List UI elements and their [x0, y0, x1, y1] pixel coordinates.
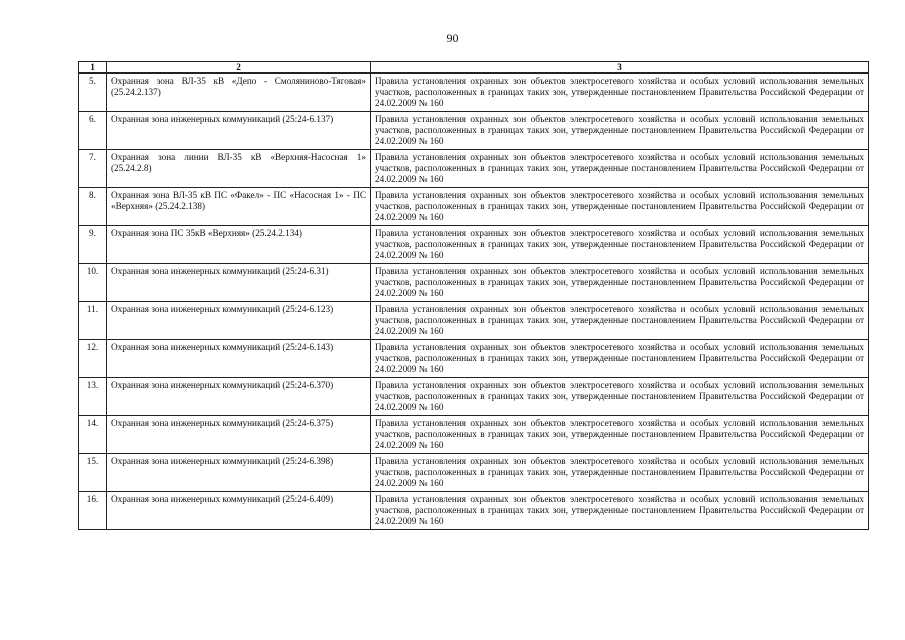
regulation-text: Правила установления охранных зон объектов электросетевого хозяйства и особых условий использования земельных участков, расположенных в границах таких зон, утвержденные постановлением Правительства Российской Федерации от 24.02.2009 № 160	[371, 454, 869, 492]
table-row	[79, 302, 869, 340]
regulation-text: Правила установления охранных зон объектов электросетевого хозяйства и особых условий использования земельных участков, расположенных в границах таких зон, утвержденные постановлением Правительства Российской Федерации от 24.02.2009 № 160	[371, 340, 869, 378]
zone-name: Охранная зона инженерных коммуникаций (25:24-6.375)	[107, 416, 371, 454]
row-number: 13.	[79, 378, 107, 416]
zone-name: Охранная зона линии ВЛ-35 кВ «Верхняя-Насосная 1» (25.24.2.8)	[107, 150, 371, 188]
regulation-text: Правила установления охранных зон объектов электросетевого хозяйства и особых условий использования земельных участков, расположенных в границах таких зон, утвержденные постановлением Правительства Российской Федерации от 24.02.2009 № 160	[371, 378, 869, 416]
column-header-name: 2	[107, 62, 371, 74]
table-row	[79, 73, 869, 112]
table-row	[79, 226, 869, 264]
zone-name: Охранная зона ВЛ-35 кВ ПС «Факел» - ПС «Насосная 1» - ПС «Верхняя» (25.24.2.138)	[107, 188, 371, 226]
table-row	[79, 188, 869, 226]
row-number: 8.	[79, 188, 107, 226]
zone-name: Охранная зона ПС 35кВ «Верхняя» (25.24.2.134)	[107, 226, 371, 264]
table-row	[79, 112, 869, 150]
zones-table	[78, 61, 869, 530]
table-row	[79, 150, 869, 188]
table-row	[79, 492, 869, 530]
page-number: 90	[446, 31, 459, 45]
zone-name: Охранная зона инженерных коммуникаций (25:24-6.143)	[107, 340, 371, 378]
row-number: 15.	[79, 454, 107, 492]
regulation-text: Правила установления охранных зон объектов электросетевого хозяйства и особых условий использования земельных участков, расположенных в границах таких зон, утвержденные постановлением Правительства Российской Федерации от 24.02.2009 № 160	[371, 264, 869, 302]
row-number: 10.	[79, 264, 107, 302]
zone-name: Охранная зона инженерных коммуникаций (25:24-6.398)	[107, 454, 371, 492]
regulation-text: Правила установления охранных зон объектов электросетевого хозяйства и особых условий использования земельных участков, расположенных в границах таких зон, утвержденные постановлением Правительства Российской Федерации от 24.02.2009 № 160	[371, 150, 869, 188]
zone-name: Охранная зона инженерных коммуникаций (25:24-6.123)	[107, 302, 371, 340]
row-number: 9.	[79, 226, 107, 264]
row-number: 11.	[79, 302, 107, 340]
table-header-row	[79, 62, 869, 74]
row-number: 6.	[79, 112, 107, 150]
row-number: 14.	[79, 416, 107, 454]
regulation-text: Правила установления охранных зон объектов электросетевого хозяйства и особых условий использования земельных участков, расположенных в границах таких зон, утвержденные постановлением Правительства Российской Федерации от 24.02.2009 № 160	[371, 302, 869, 340]
zone-name: Охранная зона инженерных коммуникаций (25:24-6.137)	[107, 112, 371, 150]
column-header-document: 3	[371, 62, 869, 74]
zone-name: Охранная зона инженерных коммуникаций (25:24-6.370)	[107, 378, 371, 416]
row-number: 7.	[79, 150, 107, 188]
row-number: 5.	[79, 73, 107, 112]
column-header-number: 1	[79, 62, 107, 74]
row-number: 16.	[79, 492, 107, 530]
regulation-text: Правила установления охранных зон объектов электросетевого хозяйства и особых условий использования земельных участков, расположенных в границах таких зон, утвержденные постановлением Правительства Российской Федерации от 24.02.2009 № 160	[371, 492, 869, 530]
table-row	[79, 454, 869, 492]
zone-name: Охранная зона ВЛ-35 кВ «Депо - Смоляниново-Тяговая» (25.24.2.137)	[107, 73, 371, 112]
regulation-text: Правила установления охранных зон объектов электросетевого хозяйства и особых условий использования земельных участков, расположенных в границах таких зон, утвержденные постановлением Правительства Российской Федерации от 24.02.2009 № 160	[371, 73, 869, 112]
row-number: 12.	[79, 340, 107, 378]
zone-name: Охранная зона инженерных коммуникаций (25:24-6.409)	[107, 492, 371, 530]
zone-name: Охранная зона инженерных коммуникаций (25:24-6.31)	[107, 264, 371, 302]
regulation-text: Правила установления охранных зон объектов электросетевого хозяйства и особых условий использования земельных участков, расположенных в границах таких зон, утвержденные постановлением Правительства Российской Федерации от 24.02.2009 № 160	[371, 188, 869, 226]
regulation-text: Правила установления охранных зон объектов электросетевого хозяйства и особых условий использования земельных участков, расположенных в границах таких зон, утвержденные постановлением Правительства Российской Федерации от 24.02.2009 № 160	[371, 226, 869, 264]
table-row	[79, 378, 869, 416]
table-row	[79, 340, 869, 378]
regulation-text: Правила установления охранных зон объектов электросетевого хозяйства и особых условий использования земельных участков, расположенных в границах таких зон, утвержденные постановлением Правительства Российской Федерации от 24.02.2009 № 160	[371, 416, 869, 454]
regulation-text: Правила установления охранных зон объектов электросетевого хозяйства и особых условий использования земельных участков, расположенных в границах таких зон, утвержденные постановлением Правительства Российской Федерации от 24.02.2009 № 160	[371, 112, 869, 150]
table-row	[79, 416, 869, 454]
table-row	[79, 264, 869, 302]
